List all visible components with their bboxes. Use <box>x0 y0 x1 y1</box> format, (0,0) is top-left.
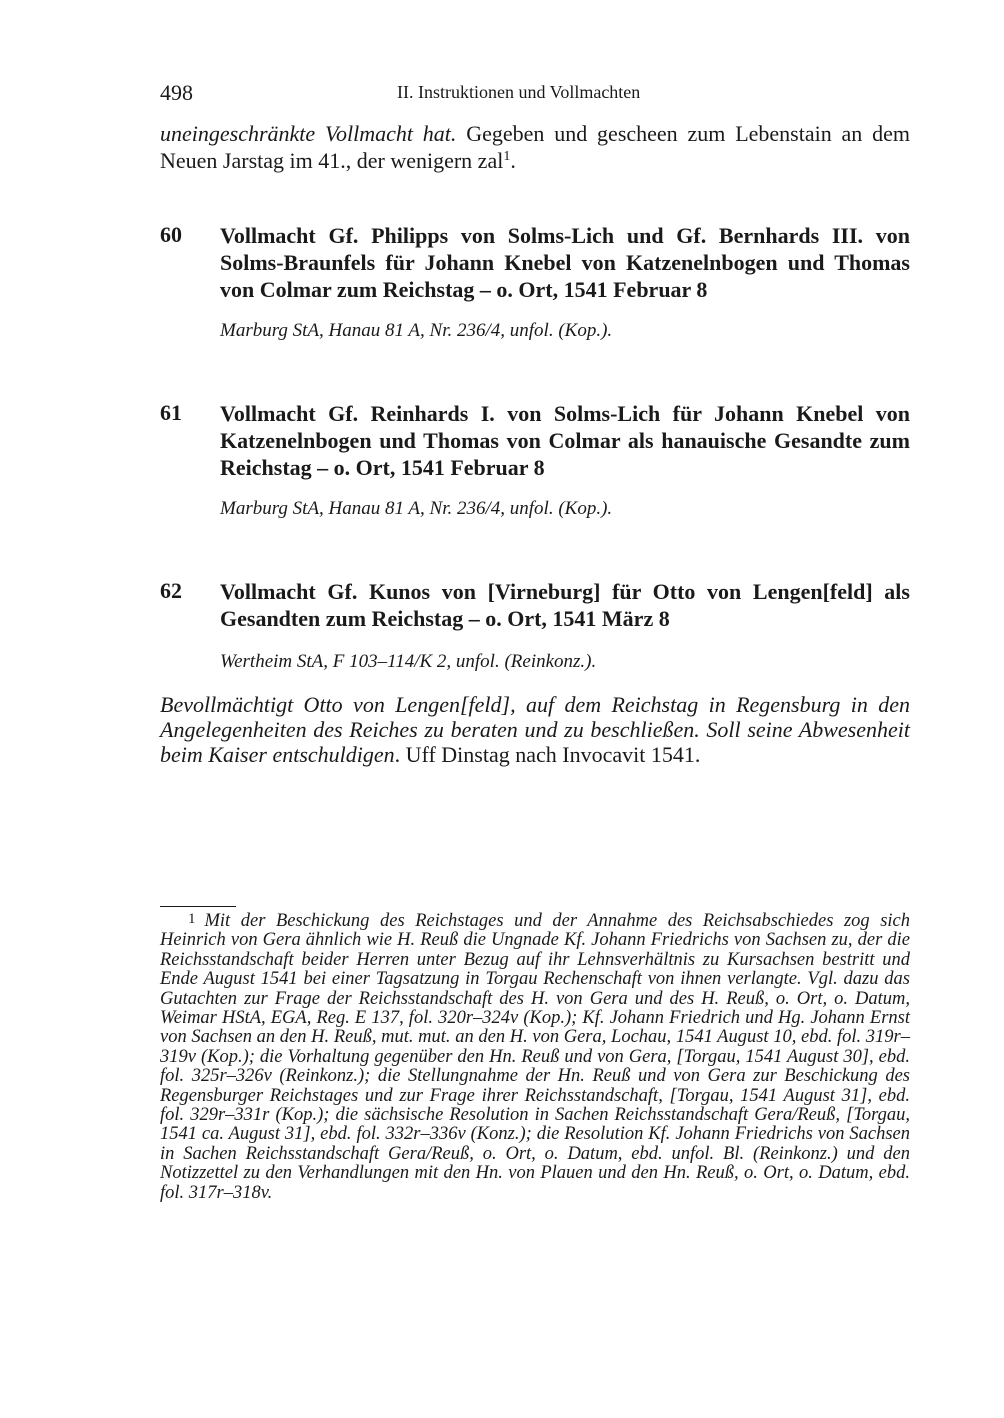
page-number: 498 <box>160 80 193 105</box>
page-header <box>160 80 910 110</box>
entry-title: Vollmacht Gf. Reinhards I. von Solms-Lich für Johann Knebel von Katzenelnbogen und Thomas von Colmar als hanauische Gesandte zum Reichstag – o. Ort, 1541 Februar 8 <box>220 401 910 480</box>
entry-source: Marburg StA, Hanau 81 A, Nr. 236/4, unfol. (Kop.). <box>220 498 613 519</box>
footnote-text: Mit der Beschickung des Reichstages und der Annahme des Reichsabschiedes zog sich Heinrich von Gera ähnlich wie H. Reuß die Ungnade Kf. Johann Friedrichs von Sachsen zu, der die Reichsstandschaft beider Herren unter Bezug auf ihr Lehnsverhältnis zu Kursachsen bestritt und Ende August 1541 bei einer Tagsatzung in Torgau Rechenschaft von ihnen verlangte. Vgl. dazu das Gutachten zur Frage der Reichsstandschaft des H. von Gera und des H. Reuß, o. Ort, o. Datum, Weimar HStA, EGA, Reg. E 137, fol. 320r–324v (Kop.); Kf. Johann Friedrich und Hg. Johann Ernst von Sachsen an den H. Reuß, mut. mut. an den H. von Gera, Lochau, 1541 August 10, ebd. fol. 319r–319v (Kop.); die Vorhaltung gegenüber den Hn. Reuß und von Gera, [Torgau, 1541 August 30], ebd. fol. 325r–326v (Reinkonz.); die Stellungnahme der Hn. Reuß und von Gera zur Beschickung des Regensburger Reichstages und zur Frage ihrer Reichsstandschaft, [Torgau, 1541 August 31], ebd. fol. 329r–331r (Kop.); die sächsische Resolution in Sachen Reichsstandschaft Gera/Reuß, [Torgau, 1541 ca. August 31], ebd. fol. 332r–336v (Konz.); die Resolution Kf. Johann Friedrichs von Sachsen in Sachen Reichsstandschaft Gera/Reuß, o. Ort, o. Datum, ebd. unfol. Bl. (Reinkonz.) und den Notizzettel zu den Verhandlungen mit den Hn. von Plauen und den Hn. Reuß, o. Ort, o. Datum, ebd. fol. 317r–318v. <box>160 911 910 1203</box>
footnote-reference[interactable]: 1 <box>503 149 511 164</box>
entry-source: Marburg StA, Hanau 81 A, Nr. 236/4, unfol. (Kop.). <box>220 320 613 341</box>
entry-source: Wertheim StA, F 103–114/K 2, unfol. (Reinkonz.). <box>220 651 597 672</box>
entry-body-italic: Bevollmächtigt Otto von Lengen[feld], auf dem Reichstag in Regensburg in den Angelegenheiten des Reiches zu beraten und zu beschließen. Soll seine Abwesenheit beim Kaiser entschuldigen <box>160 692 910 767</box>
intro-italic-text: uneingeschränkte Vollmacht hat. <box>160 121 457 146</box>
entry-number: 61 <box>160 400 182 425</box>
entry-number: 62 <box>160 578 182 603</box>
footnote <box>160 910 910 1203</box>
entry-body-text: . Uff Dinstag nach Invocavit 1541. <box>394 742 701 767</box>
intro-paragraph <box>160 120 910 174</box>
running-head: II. Instruktionen und Vollmachten <box>397 82 641 102</box>
entry-number: 60 <box>160 222 182 247</box>
footnote-divider <box>160 906 236 907</box>
entry-title: Vollmacht Gf. Kunos von [Virneburg] für Otto von Lengen[feld] als Gesandten zum Reichstag – o. Ort, 1541 März 8 <box>220 579 910 631</box>
intro-end: . <box>510 148 516 173</box>
entry-title: Vollmacht Gf. Philipps von Solms-Lich und Gf. Bernhards III. von Solms-Braunfels für Johann Knebel von Katzenelnbogen und Thomas von Colmar zum Reichstag – o. Ort, 1541 Februar 8 <box>220 223 910 302</box>
intro-text: Gegeben und gescheen zum Lebenstain an dem Neuen Jarstag im 41., der wenigern zal <box>160 121 910 173</box>
entry-body <box>160 692 910 767</box>
footnote-number: 1 <box>188 911 196 927</box>
